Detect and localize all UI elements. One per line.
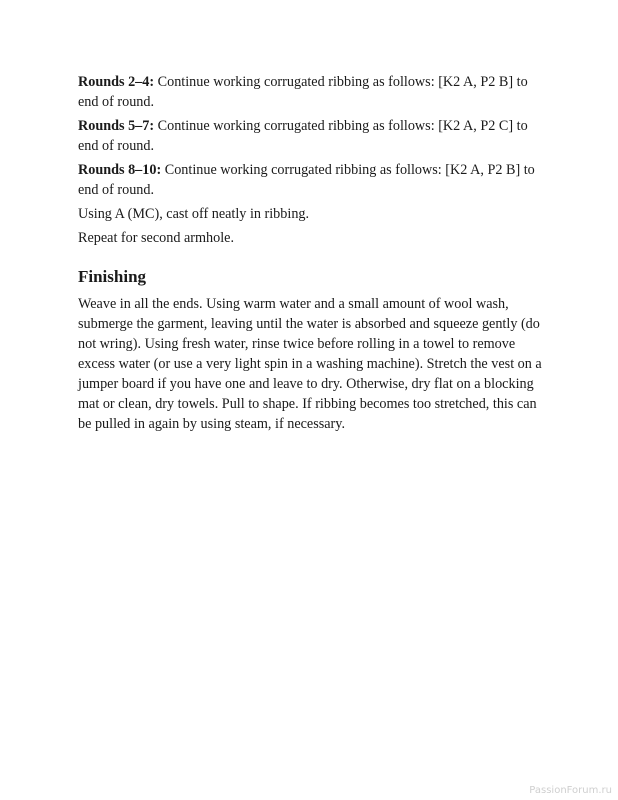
rounds-2-4-paragraph: [78, 72, 548, 112]
cast-off-paragraph: Using A (MC), cast off neatly in ribbing.: [78, 206, 310, 222]
repeat-paragraph: Repeat for second armhole.: [78, 230, 235, 246]
rounds-5-7-text: Continue working corrugated ribbing as follows: [K2 A, P2 C] to end of round.: [78, 118, 528, 154]
watermark: PassionForum.ru: [529, 785, 612, 796]
document-page: [78, 72, 548, 434]
rounds-2-4-label: Rounds 2–4:: [78, 74, 155, 90]
rounds-2-4-text: Continue working corrugated ribbing as follows: [K2 A, P2 B] to end of round.: [78, 74, 528, 110]
finishing-section: [78, 266, 548, 434]
rounds-5-7-label: Rounds 5–7:: [78, 118, 155, 134]
rounds-8-10-paragraph: [78, 160, 548, 200]
rounds-8-10-text: Continue working corrugated ribbing as follows: [K2 A, P2 B] to end of round.: [78, 162, 535, 198]
rounds-8-10-label: Rounds 8–10:: [78, 162, 162, 178]
finishing-body: Weave in all the ends. Using warm water and a small amount of wool wash, submerge the garment, leaving until the water is absorbed and squeeze gently (do not wring). Using fresh water, rinse twice before rolling in a towel to remove excess water (or use a very light spin in a washing machine). Stretch the vest on a jumper board if you have one and leave to dry. Otherwise, dry flat on a blocking mat or clean, dry towels. Pull to shape. If ribbing becomes too stretched, this can be pulled in again by using steam, if necessary.: [78, 296, 542, 432]
rounds-5-7-paragraph: [78, 116, 548, 156]
finishing-heading: Finishing: [78, 267, 147, 286]
